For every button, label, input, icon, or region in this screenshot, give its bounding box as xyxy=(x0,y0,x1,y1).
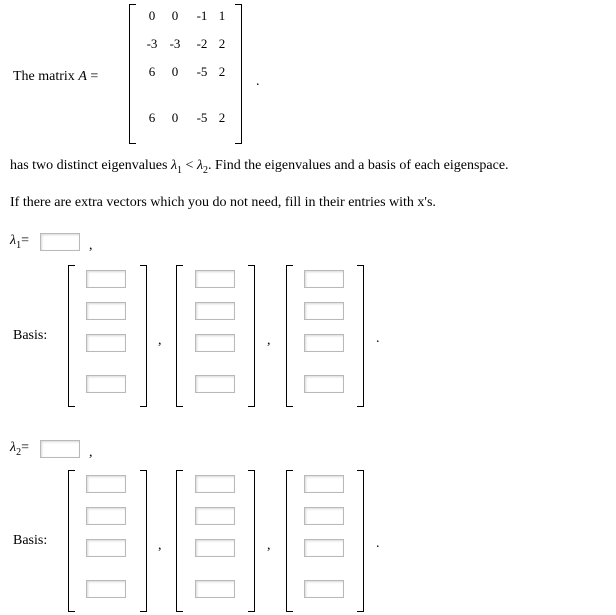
vector-right-bracket xyxy=(357,265,364,407)
basis2-v1-entry-1[interactable] xyxy=(86,475,126,493)
question-text-a: has two distinct eigenvalues xyxy=(10,158,171,173)
lambda2-label xyxy=(10,440,29,461)
basis2-v1-entry-3[interactable] xyxy=(86,539,126,557)
basis1-v2-entry-3[interactable] xyxy=(195,334,235,352)
question-text-b: . Find the eigenvalues and a basis of each eigenspace. xyxy=(208,158,509,173)
lambda-symbol: λ xyxy=(10,440,17,455)
basis2-comma-1: , xyxy=(158,538,162,553)
matrix-cell: 6 xyxy=(148,110,156,125)
basis1-comma-2: , xyxy=(267,333,271,348)
matrix-cell: -2 xyxy=(196,36,208,51)
matrix-cell: -3 xyxy=(146,36,158,51)
matrix-cell: 2 xyxy=(218,36,226,51)
basis2-v2-entry-3[interactable] xyxy=(195,539,235,557)
matrix-right-bracket xyxy=(235,4,242,144)
matrix-cell: 2 xyxy=(218,64,226,79)
basis1-v2-entry-1[interactable] xyxy=(195,270,235,288)
vector-left-bracket xyxy=(286,265,293,407)
basis1-period: . xyxy=(376,331,380,346)
matrix-cell: 0 xyxy=(171,8,179,23)
vector-left-bracket xyxy=(68,265,75,407)
basis2-comma-2: , xyxy=(267,538,271,553)
basis1-v3-entry-2[interactable] xyxy=(304,302,344,320)
matrix-left-bracket xyxy=(129,4,136,144)
basis2-v2-entry-2[interactable] xyxy=(195,507,235,525)
basis1-v3-entry-1[interactable] xyxy=(304,270,344,288)
matrix-label xyxy=(13,69,98,85)
vector-right-bracket xyxy=(248,265,255,407)
basis2-v2-entry-4[interactable] xyxy=(195,580,235,598)
lambda-symbol: λ xyxy=(196,158,204,173)
basis1-comma-1: , xyxy=(158,333,162,348)
basis1-v3-entry-4[interactable] xyxy=(304,375,344,393)
matrix-cell: 2 xyxy=(218,110,226,125)
vector-left-bracket xyxy=(176,470,183,612)
matrix-cell: -3 xyxy=(169,36,181,51)
equals-sign: = xyxy=(21,233,29,248)
basis2-v3-entry-2[interactable] xyxy=(304,507,344,525)
matrix-cell: -5 xyxy=(196,64,208,79)
lambda-symbol: λ xyxy=(170,158,178,173)
basis1-v2-entry-4[interactable] xyxy=(195,375,235,393)
basis2-v3-entry-4[interactable] xyxy=(304,580,344,598)
matrix-cell: -5 xyxy=(196,110,208,125)
lambda-sub: 2 xyxy=(16,446,22,458)
basis2-v1-entry-4[interactable] xyxy=(86,580,126,598)
basis2-v3-entry-3[interactable] xyxy=(304,539,344,557)
basis1-v1-entry-2[interactable] xyxy=(86,302,126,320)
basis1-v1-entry-4[interactable] xyxy=(86,375,126,393)
lambda1-comma: , xyxy=(89,238,93,253)
lambda-sub: 2 xyxy=(203,164,209,176)
matrix-cell: -1 xyxy=(196,8,208,23)
basis1-v2-entry-2[interactable] xyxy=(195,302,235,320)
basis1-v3-entry-3[interactable] xyxy=(304,334,344,352)
matrix-cell: 1 xyxy=(218,8,226,23)
question-line-2: If there are extra vectors which you do not need, fill in their entries with x's. xyxy=(10,195,436,210)
basis1-label: Basis: xyxy=(13,328,48,343)
basis1-v1-entry-3[interactable] xyxy=(86,334,126,352)
vector-right-bracket xyxy=(248,470,255,612)
matrix-cell: 6 xyxy=(148,64,156,79)
lambda2-comma: , xyxy=(89,445,93,460)
matrix-cell: 0 xyxy=(171,110,179,125)
lambda1-label xyxy=(10,233,29,254)
question-line-1 xyxy=(10,158,509,179)
vector-left-bracket xyxy=(286,470,293,612)
vector-left-bracket xyxy=(68,470,75,612)
matrix-equals: = xyxy=(86,69,99,84)
vector-right-bracket xyxy=(357,470,364,612)
basis2-v3-entry-1[interactable] xyxy=(304,475,344,493)
lambda-sub: 1 xyxy=(16,239,22,251)
basis2-v1-entry-2[interactable] xyxy=(86,507,126,525)
less-than: < xyxy=(182,158,197,173)
vector-right-bracket xyxy=(140,470,147,612)
basis2-period: . xyxy=(376,536,380,551)
basis2-label: Basis: xyxy=(13,533,48,548)
matrix-cell: 0 xyxy=(171,64,179,79)
vector-left-bracket xyxy=(176,265,183,407)
lambda-sub: 1 xyxy=(177,164,183,176)
matrix-period: . xyxy=(256,74,260,89)
basis2-v2-entry-1[interactable] xyxy=(195,475,235,493)
lambda1-input[interactable] xyxy=(40,233,80,251)
matrix-variable: A xyxy=(78,69,87,84)
lambda-symbol: λ xyxy=(10,233,17,248)
equals-sign: = xyxy=(21,440,29,455)
matrix-cell: 0 xyxy=(148,8,156,23)
matrix-label-text: The matrix xyxy=(13,69,79,84)
basis1-v1-entry-1[interactable] xyxy=(86,270,126,288)
vector-right-bracket xyxy=(140,265,147,407)
lambda2-input[interactable] xyxy=(40,440,80,458)
